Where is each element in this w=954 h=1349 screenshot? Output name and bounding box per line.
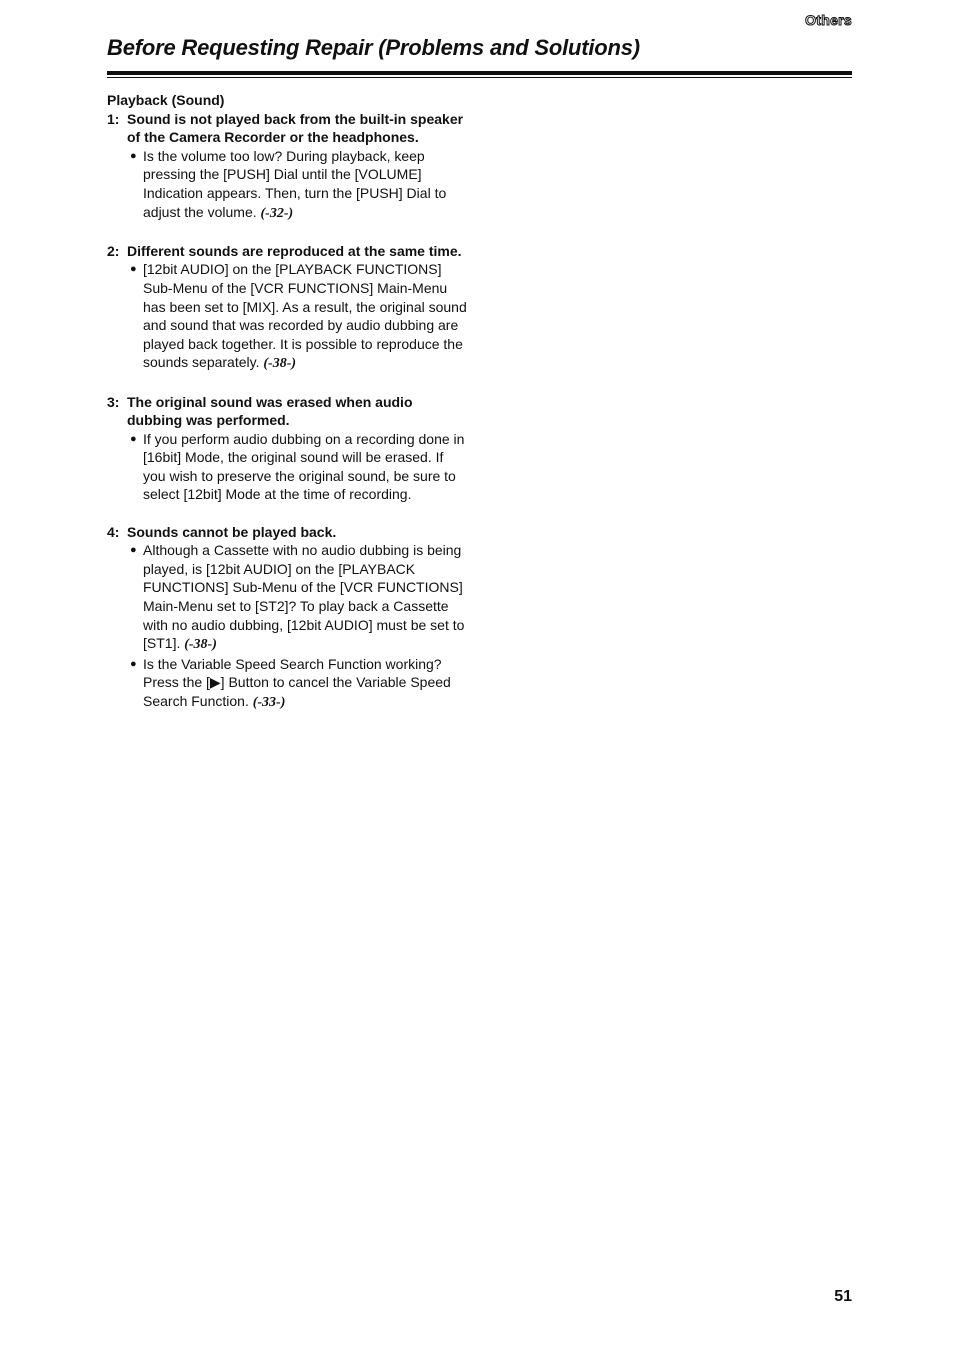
section-tag: Others	[805, 12, 852, 28]
solution-item	[127, 541, 467, 655]
problem-heading	[107, 523, 467, 542]
solution-text: Is the Variable Speed Search Function working? Press the [▶] Button to cancel the Variable Speed Search Function. (-33-)	[143, 655, 451, 710]
problem-number: 3:	[107, 393, 120, 410]
page-reference: (-38-)	[184, 637, 217, 653]
solution-text: Is the volume too low? During playback, keep pressing the [PUSH] Dial until the [VOLUME] Indication appears. Then, turn the [PUSH] Dial to adjust the volume. (-32-)	[143, 147, 447, 221]
page-reference: (-32-)	[260, 205, 294, 221]
subsection-heading: Playback (Sound)	[107, 92, 225, 108]
problem-title: Sounds cannot be played back.	[127, 523, 337, 540]
solution-item	[127, 430, 467, 504]
page-reference: (-38-)	[263, 356, 297, 372]
solution-list	[107, 541, 467, 712]
bullet-icon: ●	[130, 544, 137, 557]
solution-item	[127, 260, 467, 374]
solution-text: If you perform audio dubbing on a recording done in [16bit] Mode, the original sound will be erased. If you wish to preserve the original sound, be sure to select [12bit] Mode at the time of recording.	[143, 430, 465, 503]
problem-heading	[107, 242, 467, 261]
problem-number: 4:	[107, 523, 120, 540]
bullet-icon: ●	[130, 149, 137, 162]
problem-heading	[107, 110, 467, 147]
problem-title: The original sound was erased when audio dubbing was performed.	[127, 393, 413, 429]
bullet-icon: ●	[130, 657, 137, 670]
solution-item	[127, 655, 467, 713]
problem-title: Different sounds are reproduced at the same time.	[127, 242, 462, 259]
solution-list	[107, 430, 467, 504]
problem-3	[107, 393, 467, 505]
solution-text: [12bit AUDIO] on the [PLAYBACK FUNCTIONS] Sub-Menu of the [VCR FUNCTIONS] Main-Menu has been set to [MIX]. As a result, the original sound and sound that was recorded by audio dubbing are played back together. It is possible to reproduce the sounds separately. (-38-)	[143, 261, 467, 372]
bullet-icon: ●	[130, 432, 137, 445]
page-title: Before Requesting Repair (Problems and Solutions)	[107, 35, 640, 60]
problem-title: Sound is not played back from the built-in speaker of the Camera Recorder or the headphones.	[127, 110, 464, 146]
problem-number: 2:	[107, 242, 120, 259]
solution-list	[107, 260, 467, 374]
page-number: 51	[834, 1288, 852, 1305]
problem-2	[107, 242, 467, 374]
problem-number: 1:	[107, 110, 120, 127]
page-reference: (-33-)	[252, 695, 286, 710]
main-content	[107, 91, 467, 731]
title-rule-thin	[107, 77, 852, 78]
solution-item	[127, 147, 467, 223]
problem-1	[107, 110, 467, 224]
title-rule	[107, 71, 852, 75]
bullet-icon: ●	[130, 263, 137, 276]
problem-4	[107, 523, 467, 713]
problem-heading	[107, 393, 467, 430]
solution-list	[107, 147, 467, 223]
solution-text: Although a Cassette with no audio dubbing is being played, is [12bit AUDIO] on the [PLAYBACK FUNCTIONS] Sub-Menu of the [VCR FUNCTIONS] Main-Menu set to [ST2]? To play back a Cassette with no audio dubbing, [12bit AUDIO] must be set to [ST1]. (-38-)	[143, 542, 465, 653]
